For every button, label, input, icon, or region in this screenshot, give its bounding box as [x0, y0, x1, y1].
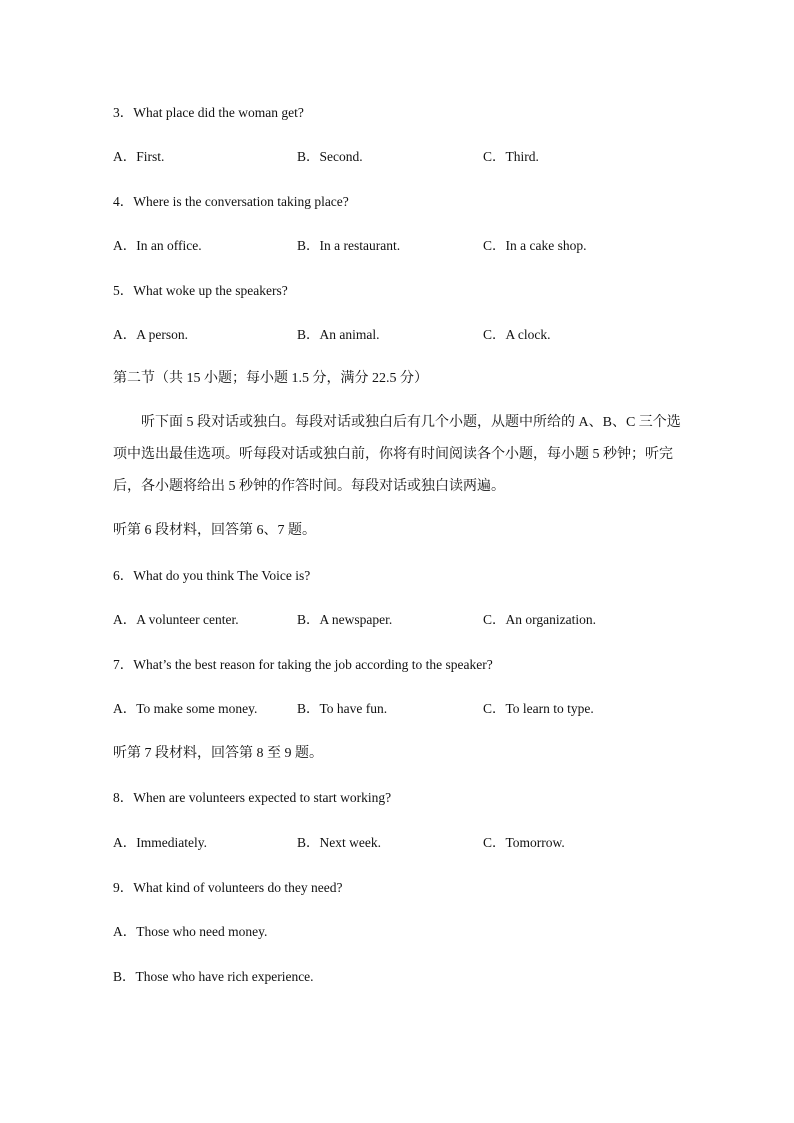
question-9-option-a: A．Those who need money.: [113, 924, 268, 939]
question-6-stem: 6．What do you think The Voice is?: [113, 568, 311, 583]
question-7-option-c: C．To learn to type.: [483, 701, 594, 716]
question-9-stem: 9．What kind of volunteers do they need?: [113, 880, 343, 895]
question-6-option-b: B．A newspaper.: [297, 612, 393, 627]
question-7-option-a: A．To make some money.: [113, 701, 258, 716]
material-7-heading: 听第 7 段材料，回答第 8 至 9 题。: [113, 746, 323, 761]
question-3-stem: 3．What place did the woman get?: [113, 105, 304, 120]
question-6-option-c: C．An organization.: [483, 612, 596, 627]
question-5-option-b: B．An animal.: [297, 327, 380, 342]
section-2-instructions: 听下面 5 段对话或独白。每段对话或独白后有几个小题，从题中所给的 A、B、C 三个选项中选出最佳选项。听每段对话或独白前，你将有时间阅读各个小题，每小题 5 秒钟；听完后，各小题将给出 5 秒钟的作答时间。每段对话或独白读两遍。: [113, 415, 681, 494]
question-4-stem: 4．Where is the conversation taking place?: [113, 194, 349, 209]
material-6-heading: 听第 6 段材料，回答第 6、7 题。: [113, 523, 316, 538]
question-3-option-a: A．First.: [113, 149, 165, 164]
question-9-option-b: B．Those who have rich experience.: [113, 969, 314, 984]
question-4-option-c: C．In a cake shop.: [483, 238, 587, 253]
question-8-option-b: B．Next week.: [297, 835, 381, 850]
question-4-option-b: B．In a restaurant.: [297, 238, 401, 253]
question-4-option-a: A．In an office.: [113, 238, 202, 253]
question-8-option-a: A．Immediately.: [113, 835, 207, 850]
question-7-stem: 7．What’s the best reason for taking the job according to the speaker?: [113, 657, 493, 672]
question-5-stem: 5．What woke up the speakers?: [113, 283, 288, 298]
question-3-option-c: C．Third.: [483, 149, 539, 164]
question-8-option-c: C．Tomorrow.: [483, 835, 565, 850]
question-5-option-a: A．A person.: [113, 327, 188, 342]
question-6-option-a: A．A volunteer center.: [113, 612, 239, 627]
section-2-heading: 第二节（共 15 小题；每小题 1.5 分，满分 22.5 分）: [113, 371, 428, 386]
question-3-option-b: B．Second.: [297, 149, 363, 164]
question-8-stem: 8．When are volunteers expected to start working?: [113, 790, 392, 805]
question-5-option-c: C．A clock.: [483, 327, 551, 342]
question-7-option-b: B．To have fun.: [297, 701, 388, 716]
